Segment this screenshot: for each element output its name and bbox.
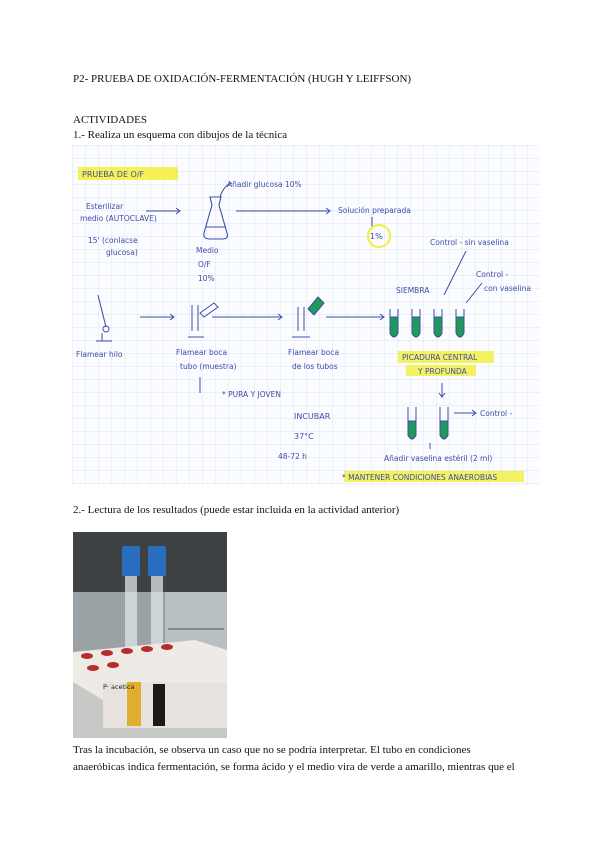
photo-tube-label: P· acetica (103, 683, 135, 691)
medium-line1: Medio (196, 246, 219, 255)
control-vaseline-label: con vaselina (484, 284, 531, 293)
document-title: P2- PRUEBA DE OXIDACIÓN-FERMENTACIÓN (HUGH Y LEIFFSON) (73, 73, 412, 85)
flame-tubes-line2: de los tubos (292, 362, 338, 371)
flame-loop-label: Flamear hilo (76, 350, 123, 359)
stab-line1: PICADURA CENTRAL (402, 353, 478, 362)
incubate-line3: 48-72 h (278, 452, 307, 461)
sterilize-line4: glucosa) (106, 248, 138, 257)
sterilize-line2: medio (AUTOCLAVE) (80, 214, 157, 223)
flame-tubes-line1: Flamear boca (288, 348, 340, 357)
activity-1-text: 1.- Realiza un esquema con dibujos de la técnica (73, 129, 288, 141)
sterilize-line3: 15' (conlacse (88, 236, 138, 245)
medium-line3: 10% (198, 274, 215, 283)
activities-heading: ACTIVIDADES (73, 114, 147, 126)
add-vaseline-label: Añadir vaselina estéril (2 ml) (384, 454, 493, 463)
medium-line2: O/F (198, 260, 211, 269)
control-negative-label: Control - (480, 409, 513, 418)
control-label: Control - (476, 270, 509, 279)
sterilize-line1: Esterilizar (86, 202, 124, 211)
sketch-heading: PRUEBA DE O/F (82, 170, 145, 179)
percent-label: 1% (370, 232, 383, 241)
incubate-line2: 37°C (294, 432, 314, 441)
paragraph-line-1: Tras la incubación, se observa un caso que no se podría interpretar. El tubo en condiciones (73, 744, 471, 756)
result-photo (73, 532, 227, 738)
solution-label: Solución preparada (338, 206, 411, 215)
seed-label: SIEMBRA (396, 286, 430, 295)
anaerobic-label: * MANTENER CONDICIONES ANAEROBIAS (342, 473, 498, 482)
flame-mouth-line1: Flamear boca (176, 348, 228, 357)
control-no-vaseline: Control - sin vaselina (430, 238, 509, 247)
activity-2-text: 2.- Lectura de los resultados (puede estar incluida en la actividad anterior) (73, 504, 400, 516)
flame-mouth-line2: tubo (muestra) (180, 362, 237, 371)
incubate-line1: INCUBAR (294, 412, 331, 421)
pure-young-label: * PURA Y JOVEN (222, 390, 281, 399)
technique-sketch (72, 145, 540, 485)
paragraph-line-2: anaeróbicas indica fermentación, se forma ácido y el medio vira de verde a amarillo, mientras que el (73, 761, 515, 773)
stab-line2: Y PROFUNDA (418, 367, 467, 376)
add-glucose-label: Añadir glucosa 10% (227, 180, 302, 189)
